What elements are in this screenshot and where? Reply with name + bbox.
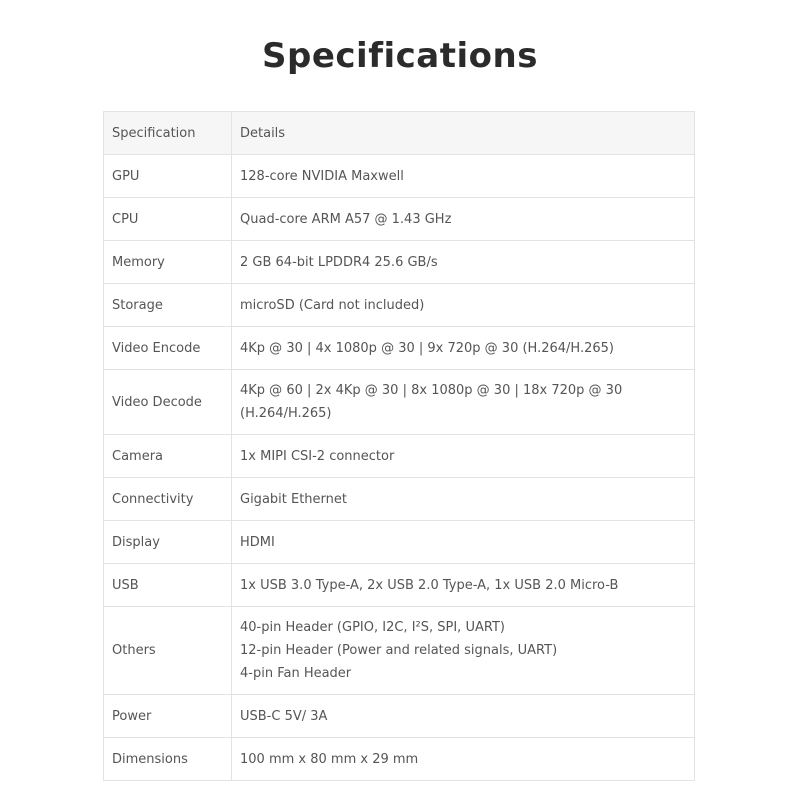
spec-name-cell: GPU [104, 155, 232, 198]
table-row [104, 564, 695, 607]
table-header-row [104, 112, 695, 155]
header-details: Details [232, 112, 695, 155]
table-row [104, 370, 695, 435]
table-body [104, 155, 695, 781]
spec-name-cell: Dimensions [104, 738, 232, 781]
spec-detail-line: Quad-core ARM A57 @ 1.43 GHz [240, 211, 452, 227]
spec-name-cell: Power [104, 695, 232, 738]
header-specification: Specification [104, 112, 232, 155]
spec-name-cell: Connectivity [104, 478, 232, 521]
spec-name-cell: Storage [104, 284, 232, 327]
table-row [104, 327, 695, 370]
table-row [104, 241, 695, 284]
spec-details-cell [232, 564, 695, 607]
table-row [104, 284, 695, 327]
spec-detail-line: Gigabit Ethernet [240, 491, 347, 507]
spec-detail-line: 4Kp @ 30 | 4x 1080p @ 30 | 9x 720p @ 30 (H.264/H.265) [240, 340, 614, 356]
table-row [104, 478, 695, 521]
spec-details-cell [232, 695, 695, 738]
spec-name-cell: CPU [104, 198, 232, 241]
spec-details-cell [232, 241, 695, 284]
table-row [104, 695, 695, 738]
spec-detail-line: HDMI [240, 534, 275, 550]
spec-details-cell [232, 478, 695, 521]
spec-detail-line: 4Kp @ 60 | 2x 4Kp @ 30 | 8x 1080p @ 30 | 18x 720p @ 30 [240, 383, 623, 398]
spec-detail-line: 12-pin Header (Power and related signals, UART) [240, 643, 558, 658]
spec-detail-line: 1x USB 3.0 Type-A, 2x USB 2.0 Type-A, 1x USB 2.0 Micro-B [240, 577, 619, 593]
spec-details-cell [232, 607, 695, 695]
table-row [104, 155, 695, 198]
page-title: Specifications [262, 36, 538, 76]
spec-details-cell [232, 435, 695, 478]
spec-details-cell [232, 738, 695, 781]
spec-name-cell: Others [104, 607, 232, 695]
spec-name-cell: Video Encode [104, 327, 232, 370]
spec-details-cell [232, 327, 695, 370]
spec-detail-line: (H.264/H.265) [240, 406, 332, 421]
spec-name-cell: Memory [104, 241, 232, 284]
spec-name-cell: Display [104, 521, 232, 564]
spec-name-cell: Camera [104, 435, 232, 478]
spec-detail-line: 40-pin Header (GPIO, I2C, I²S, SPI, UART) [240, 620, 505, 635]
spec-detail-line: 100 mm x 80 mm x 29 mm [240, 751, 419, 767]
spec-details-cell [232, 370, 695, 435]
table-row [104, 521, 695, 564]
spec-name-cell: USB [104, 564, 232, 607]
table-row [104, 198, 695, 241]
spec-detail-line: 1x MIPI CSI-2 connector [240, 448, 395, 464]
spec-detail-line: 128-core NVIDIA Maxwell [240, 168, 404, 184]
table-row [104, 738, 695, 781]
spec-details-cell [232, 284, 695, 327]
table-row [104, 435, 695, 478]
specifications-table [103, 111, 695, 781]
spec-details-cell [232, 155, 695, 198]
spec-details-cell [232, 198, 695, 241]
spec-details-cell [232, 521, 695, 564]
spec-detail-line: microSD (Card not included) [240, 297, 425, 313]
table-row [104, 607, 695, 695]
spec-name-cell: Video Decode [104, 370, 232, 435]
spec-detail-line: 4-pin Fan Header [240, 666, 352, 681]
spec-detail-line: USB-C 5V/ 3A [240, 708, 328, 724]
spec-detail-line: 2 GB 64-bit LPDDR4 25.6 GB/s [240, 254, 438, 270]
